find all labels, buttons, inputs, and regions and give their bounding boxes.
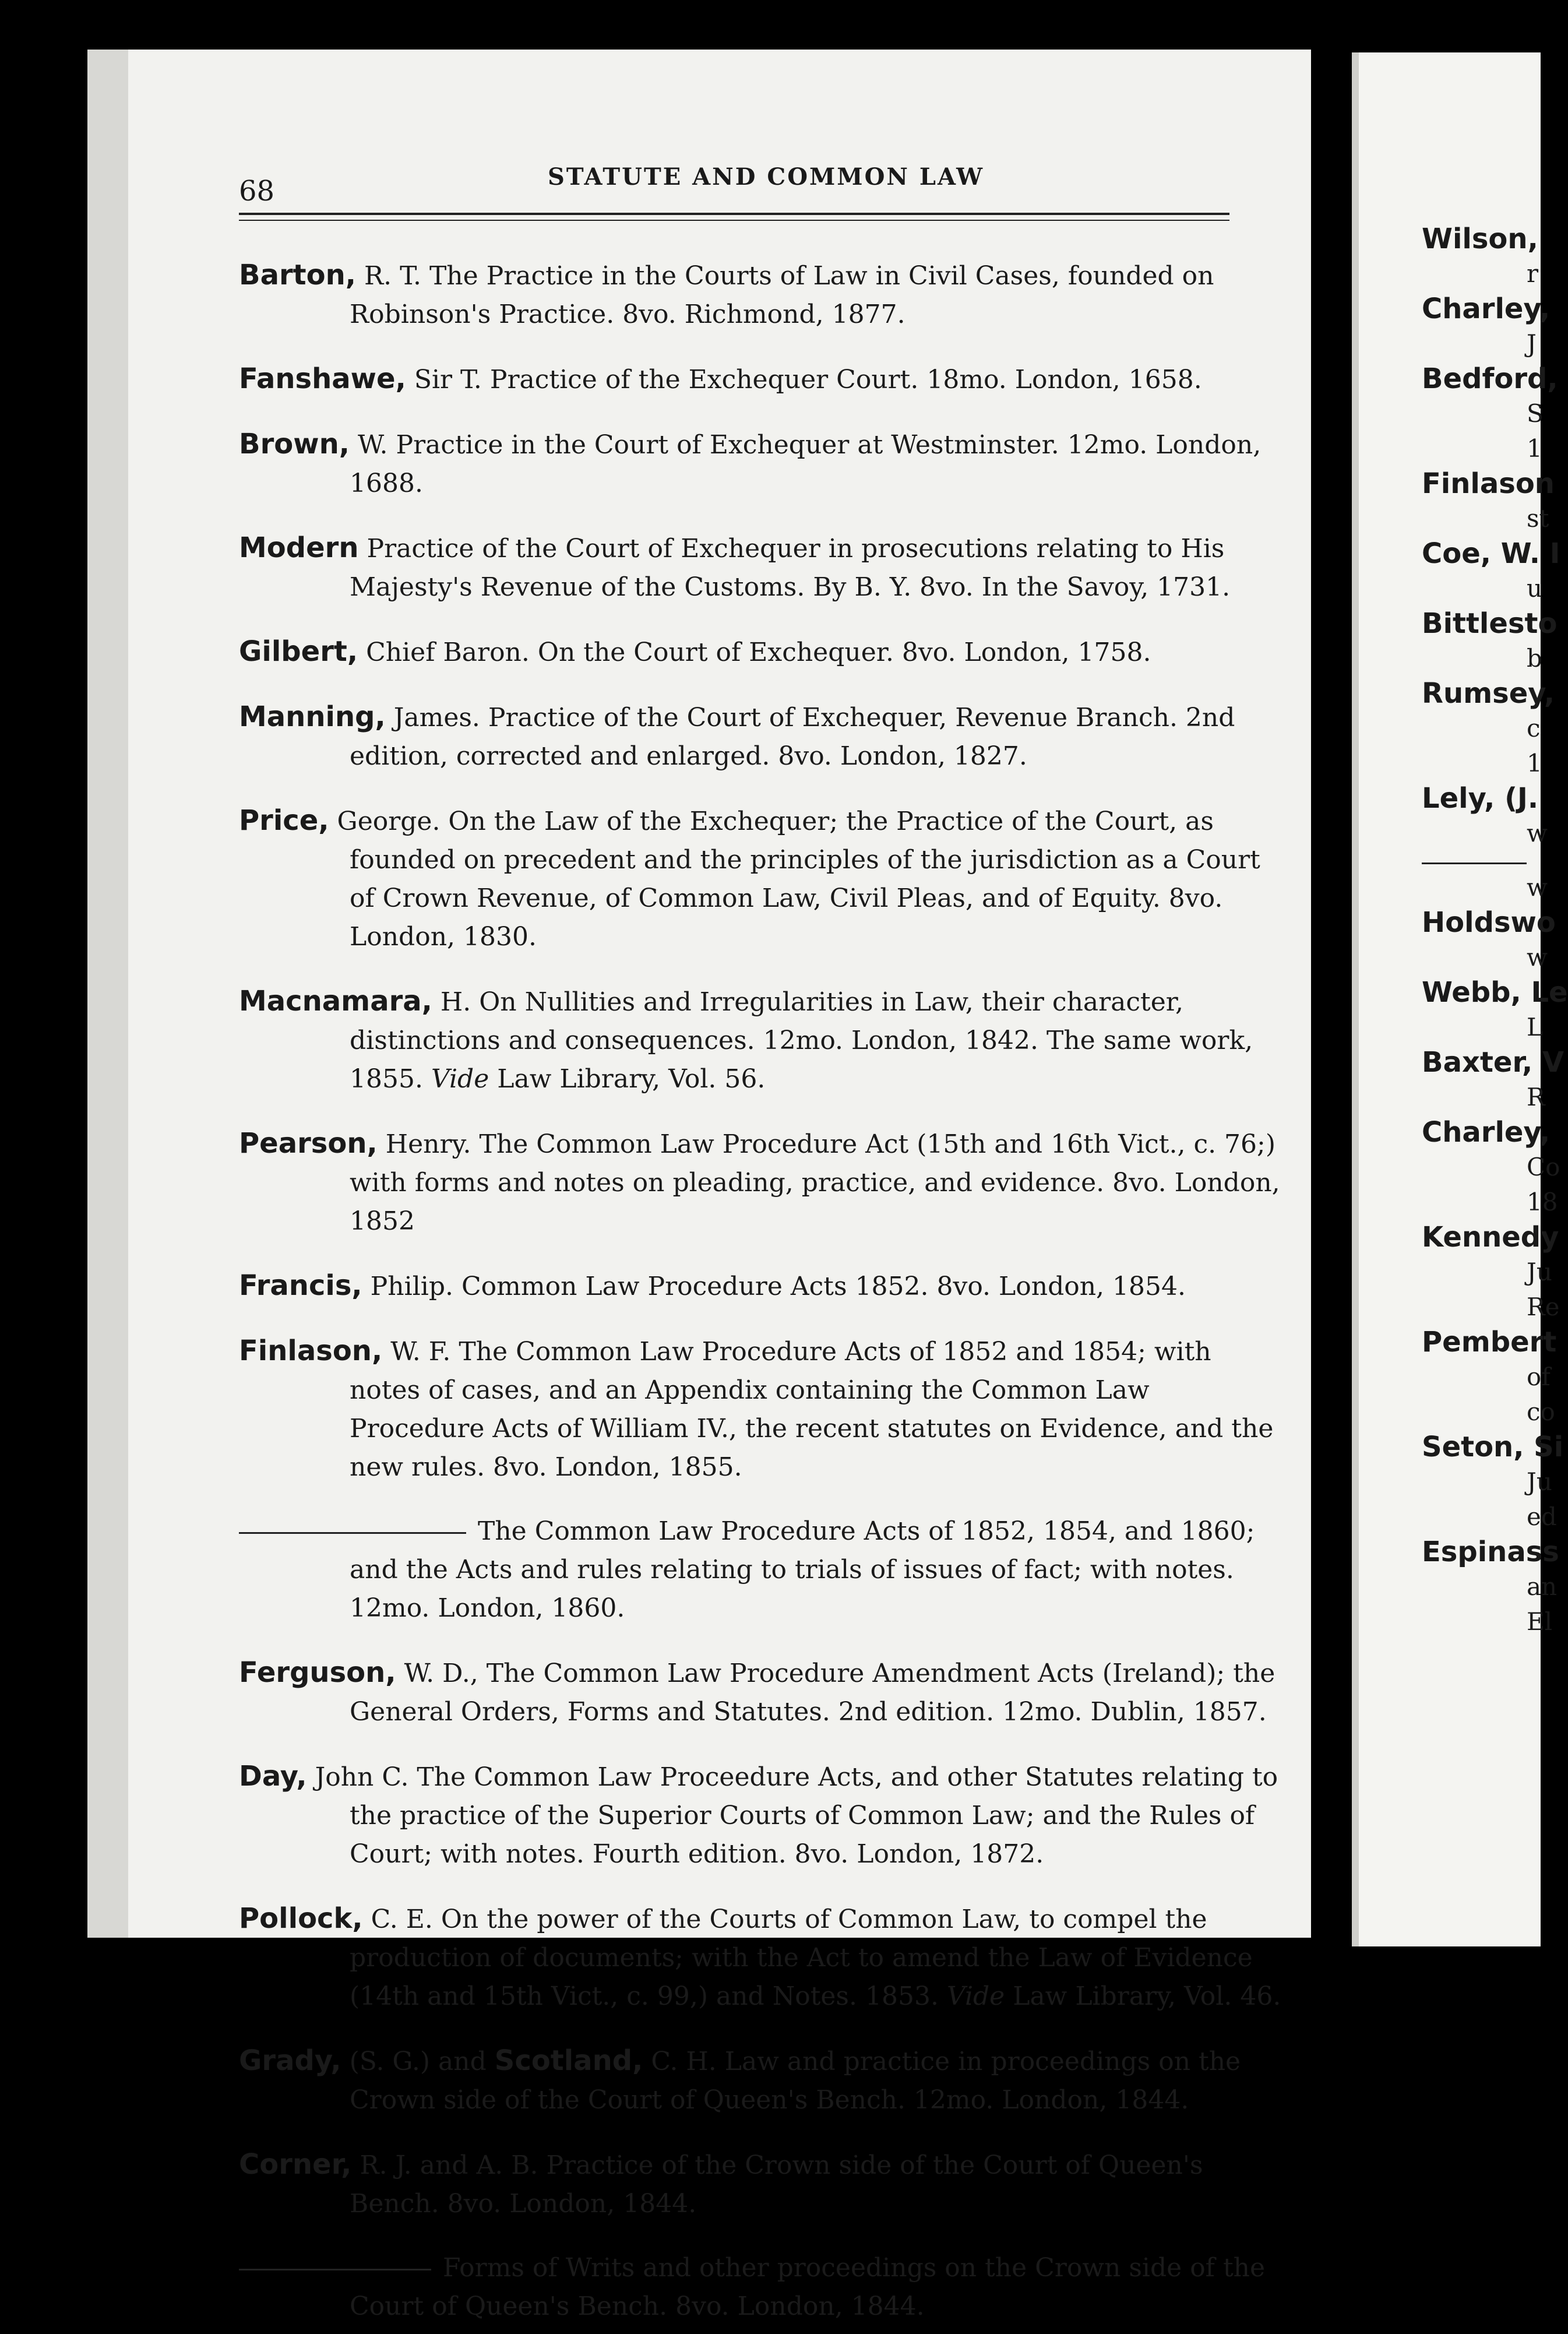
right-entry — [1422, 606, 1558, 676]
right-entry — [1422, 1220, 1560, 1325]
entry-list — [239, 230, 1288, 2334]
right-entry — [1422, 1325, 1557, 1430]
entry-text: R. T. The Practice in the Courts of Law in Civil Cases, founded on Robinson's Practice. 8vo. Richmond, 1877. — [350, 261, 1214, 329]
right-entry-fragment: co — [1527, 1397, 1555, 1426]
entry-name: Corner, — [239, 2148, 352, 2181]
right-entry — [1422, 536, 1560, 606]
right-entry-name: Lely, (J. — [1422, 782, 1539, 815]
entry-text-tail: Law Library, Vol. 46. — [1013, 1981, 1281, 2011]
entry-macnamara — [239, 982, 1288, 1099]
right-entry-name: Holdswo — [1422, 906, 1556, 939]
entry-finlason — [239, 1332, 1288, 1487]
right-entry-fragment: El — [1527, 1607, 1553, 1636]
entry-name: Barton, — [239, 259, 356, 291]
right-entry — [1422, 905, 1556, 975]
entry-text: W. D., The Common Law Procedure Amendment Acts (Ireland); the General Orders, Forms and Statutes. 2nd edition. 12mo. Dublin, 1857. — [350, 1659, 1275, 1727]
right-entry-name: Wilson, — [1422, 223, 1538, 255]
right-entry-fragment: b — [1527, 644, 1542, 673]
page-number: 68 — [239, 175, 275, 207]
right-entry-fragment: r — [1527, 259, 1539, 288]
right-entry-name: Charley, — [1422, 1116, 1551, 1149]
right-entry-name: Pembert — [1422, 1326, 1557, 1358]
entry-text: (S. G.) and — [349, 2047, 487, 2076]
right-entry-fragment: an — [1527, 1572, 1558, 1601]
entry-text: W. Practice in the Court of Exchequer at Westminster. 12mo. London, 1688. — [350, 430, 1262, 498]
right-entry-fragment: S — [1527, 399, 1544, 428]
entry-text: James. Practice of the Court of Exchequer, Revenue Branch. 2nd edition, corrected and enlarged. 8vo. London, 1827. — [350, 703, 1235, 771]
right-entry-fragment: u — [1527, 574, 1543, 603]
ditto-dash — [1422, 863, 1527, 864]
entry-name: Modern — [239, 531, 359, 564]
right-entry-name: Seton, Si — [1422, 1431, 1564, 1463]
right-entry-fragment: Re — [1527, 1293, 1560, 1321]
entry-text: The Common Law Procedure Acts of 1852, 1854, and 1860; and the Acts and rules relating to trials of issues of fact; with notes. 12mo. London, 1860. — [350, 1516, 1255, 1623]
entry-text: Chief Baron. On the Court of Exchequer. 8vo. London, 1758. — [366, 638, 1151, 667]
right-entry-name: Finlason — [1422, 467, 1555, 500]
right-entry-name: Coe, W. I — [1422, 537, 1560, 570]
right-entry — [1422, 781, 1548, 851]
entry-name: Francis, — [239, 1269, 362, 1302]
entry-manning — [239, 698, 1288, 776]
right-entry-fragment: w — [1527, 943, 1548, 971]
entry-name: Gilbert, — [239, 635, 358, 668]
ditto-dash — [239, 2269, 431, 2270]
right-entry — [1422, 975, 1568, 1045]
entry-francis — [239, 1266, 1288, 1306]
right-entry-fragment: L — [1527, 1013, 1543, 1041]
entry-name: Brown, — [239, 428, 350, 460]
right-entry-fragment: Co — [1527, 1153, 1560, 1181]
running-head: STATUTE AND COMMON LAW — [548, 163, 985, 191]
entry-text: H. On Nullities and Irregularities in Law, their character, distinctions and consequences. 12mo. London, 1842. The same work, 1855. — [350, 987, 1253, 1094]
entry-text: George. On the Law of the Exchequer; the Practice of the Court, as founded on precedent and the principles of the jurisdiction as a Court of Crown Revenue, of Common Law, Civil Pleas, and of Equity. 8vo. London, 1830. — [337, 807, 1260, 952]
vide-italic: Vide — [946, 1981, 1005, 2011]
entry-day — [239, 1757, 1288, 1874]
entry-text: John C. The Common Law Proceedure Acts, and other Statutes relating to the practice of the Superior Courts of Common Law; and the Rules of Court; with notes. Fourth edition. 8vo. London, 1872. — [315, 1762, 1278, 1869]
entry-name: Ferguson, — [239, 1656, 396, 1689]
entry-text: Sir T. Practice of the Exchequer Court. 18mo. London, 1658. — [414, 365, 1202, 395]
entry-name: Pollock, — [239, 1902, 363, 1935]
right-entry-name: Charley, — [1422, 293, 1551, 325]
right-entry-fragment: 18 — [1527, 1188, 1558, 1216]
right-entry-name: Bedford, — [1422, 362, 1558, 395]
right-entry — [1422, 221, 1541, 291]
right-entry-name: Kennedy — [1422, 1221, 1559, 1254]
right-entry-fragment: ed — [1527, 1502, 1557, 1531]
entry-price — [239, 801, 1288, 956]
entry-pollock — [239, 1899, 1288, 2016]
vide-italic: Vide — [431, 1064, 489, 1094]
entry-barton — [239, 256, 1288, 334]
entry-name: Grady, — [239, 2044, 341, 2077]
right-entry-fragment: J — [1527, 329, 1537, 358]
entry-name: Manning, — [239, 700, 386, 733]
right-entry-name: Bittlesto — [1422, 607, 1558, 640]
right-entry-name: Webb, Le — [1422, 976, 1568, 1009]
right-entry-fragment: w — [1527, 819, 1548, 847]
entry-text: Practice of the Court of Exchequer in prosecutions relating to His Majesty's Revenue of the Customs. By B. Y. 8vo. In the Savoy, 1731. — [350, 534, 1231, 602]
entry-name: Price, — [239, 804, 329, 837]
entry-corner-continued — [239, 2249, 1288, 2326]
entry-name: Fanshawe, — [239, 362, 406, 395]
right-entry — [1422, 361, 1558, 466]
entry-name: Macnamara, — [239, 985, 432, 1018]
right-page-entries — [1422, 221, 1568, 1639]
header-rule — [239, 213, 1229, 221]
right-entry-fragment: of — [1527, 1363, 1551, 1391]
entry-pearson — [239, 1124, 1288, 1241]
right-entry-fragment: 1 — [1527, 749, 1542, 777]
entry-name: Finlason, — [239, 1335, 383, 1367]
right-entry — [1422, 466, 1555, 536]
right-entry-fragment: R — [1527, 1083, 1545, 1111]
entry-grady — [239, 2041, 1288, 2120]
right-entry-name: Rumsey, — [1422, 677, 1555, 710]
right-entry-fragment: 1 — [1527, 434, 1542, 463]
right-entry-fragment: Ju — [1527, 1258, 1552, 1286]
entry-text: W. F. The Common Law Procedure Acts of 1852 and 1854; with notes of cases, and an Appendix containing the Common Law Procedure Acts of William IV., the recent statutes on Evidence, and the new rules. 8vo. London, 1855. — [350, 1337, 1274, 1482]
right-entry — [1422, 1045, 1565, 1115]
entry-name: Day, — [239, 1760, 307, 1793]
entry-ferguson — [239, 1653, 1288, 1731]
right-entry-fragment: Ju — [1527, 1467, 1552, 1496]
entry-fanshawe — [239, 360, 1288, 399]
entry-modern — [239, 529, 1288, 607]
entry-text: Philip. Common Law Procedure Acts 1852. 8vo. London, 1854. — [370, 1272, 1186, 1301]
entry-text: Henry. The Common Law Procedure Act (15th and 16th Vict., c. 76;) with forms and notes on pleading, practice, and evidence. 8vo. London, 1852 — [350, 1129, 1280, 1236]
entry-name-second: Scotland, — [494, 2044, 643, 2077]
right-entry-name: Espinass — [1422, 1536, 1559, 1568]
right-entry — [1422, 291, 1551, 361]
right-entry-fragment: w — [1527, 873, 1548, 902]
right-entry — [1422, 1430, 1564, 1534]
entry-brown — [239, 425, 1288, 503]
entry-text-second: C. H. Law and practice in proceedings on the Crown side of the Court of Queen's Bench. 12mo. London, 1844. — [350, 2047, 1241, 2115]
entry-finlason-continued — [239, 1512, 1288, 1628]
right-entry — [1422, 863, 1548, 905]
entry-text: C. E. On the power of the Courts of Common Law, to compel the production of documents; with the Act to amend the Law of Evidence (14th and 15th Vict., c. 99,) and Notes. 1853. — [350, 1904, 1253, 2011]
right-entry-name: Baxter, V — [1422, 1046, 1565, 1079]
entry-corner — [239, 2145, 1288, 2223]
right-entry-fragment: c — [1527, 714, 1541, 742]
entry-name: Pearson, — [239, 1127, 378, 1160]
right-entry — [1422, 1115, 1560, 1220]
right-entry-fragment: st — [1527, 504, 1549, 533]
entry-gilbert — [239, 632, 1288, 672]
ditto-dash — [239, 1532, 466, 1534]
right-entry — [1422, 676, 1555, 781]
entry-text: R. J. and A. B. Practice of the Crown side of the Court of Queen's Bench. 8vo. London, 1844. — [350, 2150, 1203, 2219]
right-entry — [1422, 1534, 1559, 1639]
entry-text-tail: Law Library, Vol. 56. — [497, 1064, 766, 1094]
entry-text: Forms of Writs and other proceedings on the Crown side of the Court of Queen's Bench. 8vo. London, 1844. — [350, 2253, 1266, 2321]
